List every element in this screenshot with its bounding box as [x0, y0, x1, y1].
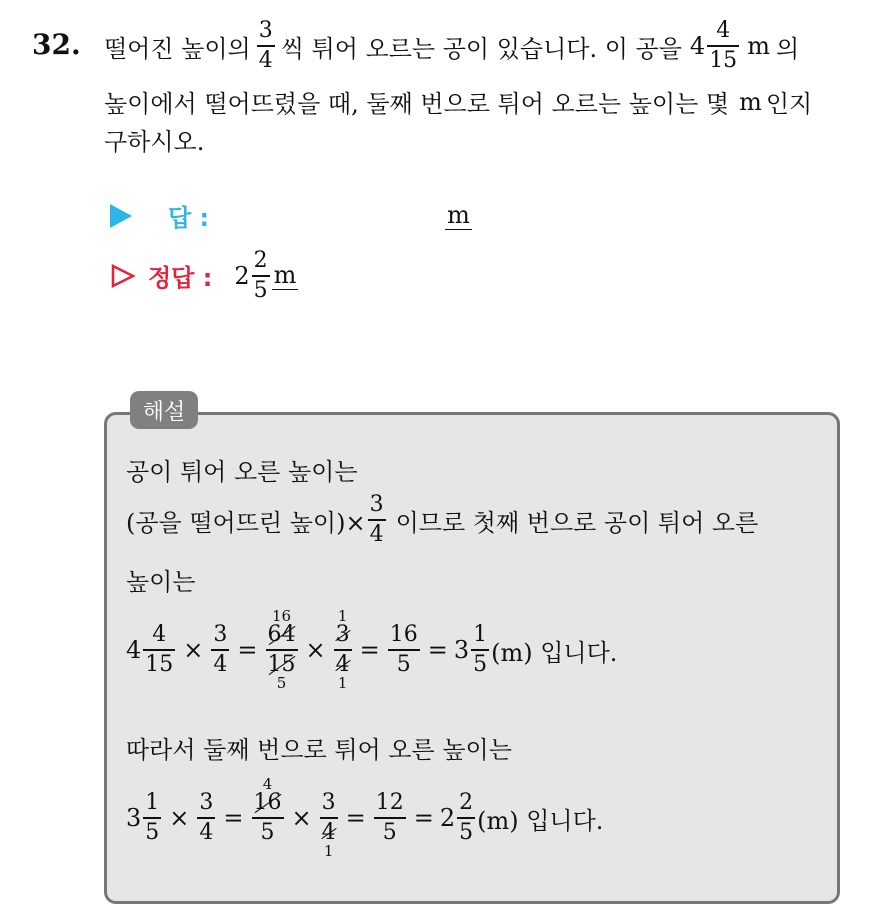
eq1-term-a [126, 624, 177, 676]
equals-sign: = [359, 636, 380, 664]
solution-tab: 해설 [130, 391, 198, 429]
question-line-1 [104, 16, 799, 76]
eq1-e-num: 16 [389, 622, 418, 648]
eq1-a-num: 4 [152, 622, 167, 648]
question-text-1c: 의 [775, 34, 800, 63]
eq1-term-c [264, 609, 300, 691]
eq1-a-whole: 4 [126, 636, 142, 664]
eq2-b-num: 3 [199, 790, 214, 816]
eq1-term-e [388, 624, 420, 676]
eq2-f-whole: 2 [439, 804, 456, 832]
correct-whole: 2 [234, 261, 250, 290]
solution-text-1: 공이 튀어 오른 높이는 [126, 458, 358, 486]
correct-numerator: 2 [253, 248, 268, 273]
eq1-e-den: 5 [396, 651, 411, 677]
eq1-c-den-cancelled: 15 [267, 651, 296, 677]
correct-denominator: 5 [253, 277, 268, 303]
height-whole: 4 [689, 32, 706, 60]
question-text-2-end: 인지 [765, 90, 813, 118]
eq2-term-e [374, 792, 406, 844]
eq2-e-den: 5 [382, 819, 397, 845]
question-line-3 [104, 122, 204, 157]
equals-sign: = [413, 804, 434, 832]
equation-1 [126, 602, 617, 698]
solution-line-4 [126, 730, 512, 765]
eq1-a-den: 15 [145, 651, 174, 677]
question-text-3: 구하시오. [104, 128, 205, 156]
eq1-f-den: 5 [473, 651, 488, 677]
eq2-f-den: 5 [459, 819, 474, 845]
correct-answer-value [234, 250, 271, 302]
ratio-numerator: 3 [258, 18, 273, 44]
answer-unit[interactable]: m [447, 201, 470, 229]
times-sign: × [305, 636, 326, 664]
solution-text-4: 따라서 둘째 번으로 튀어 오른 높이는 [126, 736, 512, 764]
eq1-b-num: 3 [213, 622, 228, 648]
eq2-term-a [126, 792, 163, 844]
eq2-a-num: 1 [145, 790, 160, 816]
solution-line-2 [126, 490, 758, 550]
eq1-c-num-reduced: 16 [271, 607, 292, 626]
eq2-term-b [197, 792, 215, 844]
eq2-d-den-reduced: 1 [323, 841, 334, 860]
eq1-f-num: 1 [473, 622, 488, 648]
eq2-tail: (m) 입니다. [477, 806, 604, 835]
equation-2 [126, 770, 603, 866]
answer-label: 답 : [168, 204, 210, 232]
play-outline-icon [110, 263, 136, 289]
equals-sign: = [237, 636, 258, 664]
eq1-d-num-reduced: 1 [337, 607, 348, 626]
eq2-b-den: 4 [199, 819, 214, 845]
solution-text-3: 높이는 [126, 568, 196, 596]
equals-sign: = [345, 804, 366, 832]
ratio-fraction [257, 20, 275, 72]
eq1-b-den: 4 [213, 651, 228, 677]
play-icon [110, 204, 132, 228]
eq1-term-d [332, 609, 354, 691]
question-line-2 [104, 84, 812, 119]
eq2-c-num-reduced: 4 [262, 775, 273, 794]
eq1-f-whole: 3 [453, 636, 470, 664]
eq2-a-den: 5 [145, 819, 160, 845]
eq2-d-den-cancelled: 4 [321, 819, 336, 845]
eq2-term-d [318, 777, 340, 859]
solution-line-3 [126, 562, 196, 597]
question-number: 32. [32, 28, 81, 61]
eq1-c-den-reduced: 5 [276, 673, 287, 692]
eq1-d-num-cancelled: 3 [335, 622, 350, 648]
eq1-c-num-cancelled: 64 [267, 622, 296, 648]
eq2-term-c [250, 777, 286, 859]
height-unit: m [747, 32, 770, 60]
solution-ratio-numerator: 3 [369, 492, 384, 518]
times-sign: × [183, 636, 204, 664]
correct-answer-row [110, 250, 298, 302]
equals-sign: = [427, 636, 448, 664]
correct-answer-unit: m [273, 261, 297, 290]
eq2-a-whole: 3 [126, 804, 142, 832]
solution-ratio-fraction [368, 494, 386, 546]
solution-text-2b: 이므로 첫째 번으로 공이 튀어 오른 [395, 508, 759, 537]
eq2-c-num-cancelled: 16 [253, 790, 282, 816]
height-mixed-number [690, 20, 741, 72]
height-numerator: 4 [716, 18, 731, 44]
eq1-tail: (m) 입니다. [491, 638, 618, 667]
equals-sign: = [223, 804, 244, 832]
eq2-term-f [440, 792, 477, 844]
eq2-e-num: 12 [375, 790, 404, 816]
eq1-term-b [211, 624, 229, 676]
ratio-denominator: 4 [258, 47, 273, 73]
eq1-d-den-reduced: 1 [337, 673, 348, 692]
eq1-term-f [454, 624, 491, 676]
solution-ratio-denominator: 4 [369, 521, 384, 547]
answer-row [110, 198, 472, 233]
times-sign: × [169, 804, 190, 832]
correct-answer-label: 정답 : [148, 264, 213, 293]
times-sign: × [291, 804, 312, 832]
eq2-c-den: 5 [260, 819, 275, 845]
height-denominator: 15 [709, 47, 738, 73]
eq2-f-num: 2 [459, 790, 474, 816]
question-unit-2: m [739, 87, 762, 116]
question-text-1b: 씩 튀어 오르는 공이 있습니다. 이 공을 [280, 34, 682, 63]
question-text-1a: 떨어진 높이의 [104, 34, 251, 63]
eq1-d-den-cancelled: 4 [335, 651, 350, 677]
solution-line-1 [126, 452, 358, 487]
eq2-d-num: 3 [321, 790, 336, 816]
question-text-2: 높이에서 떨어뜨렸을 때, 둘째 번으로 튀어 오르는 높이는 몇 [104, 90, 730, 118]
solution-text-2a: (공을 떨어뜨린 높이)× [126, 508, 366, 537]
